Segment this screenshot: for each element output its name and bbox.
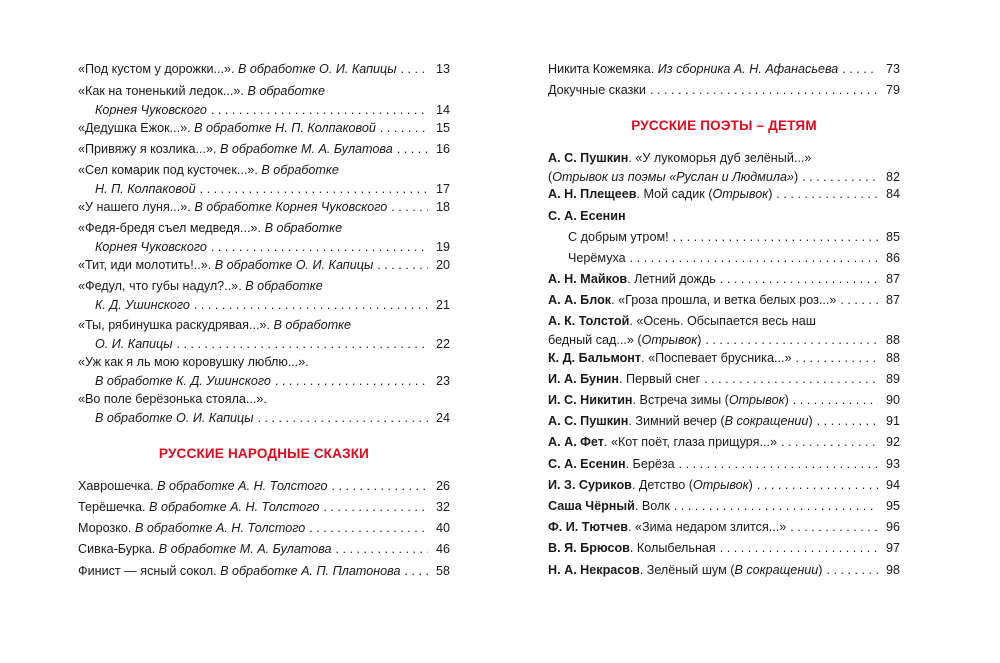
toc-entry[interactable] <box>548 60 900 79</box>
page-number: 13 <box>435 62 450 76</box>
section-heading: РУССКИЕ НАРОДНЫЕ СКАЗКИ <box>158 446 370 461</box>
toc-text: . Первый снег <box>619 372 701 386</box>
toc-text: «Федул, что губы надул?..». <box>78 279 246 293</box>
toc-entry-line <box>78 119 450 138</box>
toc-text: Черёмуха <box>568 251 626 265</box>
toc-note: В обработке М. А. Булатова <box>219 142 393 156</box>
toc-entry-line <box>78 296 450 315</box>
toc-entry-line <box>78 519 450 538</box>
toc-entry-title <box>548 291 836 310</box>
page-number: 86 <box>885 251 900 265</box>
toc-entry[interactable] <box>548 312 900 350</box>
toc-entry-line <box>548 60 900 79</box>
toc-entry-title <box>548 518 786 537</box>
toc-text: ) <box>748 478 753 492</box>
toc-entry-line <box>78 140 450 159</box>
toc-note: В сокращении <box>724 414 809 428</box>
toc-entry-line <box>548 185 900 204</box>
toc-text: Терёшечка. <box>78 500 150 514</box>
toc-entry-title <box>78 161 339 180</box>
toc-note: В обработке К. Д. Ушинского <box>95 374 271 388</box>
page-number: 24 <box>435 411 450 425</box>
toc-entry[interactable] <box>78 477 450 496</box>
toc-author: Саша Чёрный <box>548 499 635 513</box>
dot-leader <box>757 476 878 495</box>
toc-entry-line <box>548 331 900 350</box>
toc-entry[interactable] <box>78 353 450 391</box>
toc-text: бедный сад...» ( <box>548 333 642 347</box>
page-number: 79 <box>885 83 900 97</box>
dot-leader <box>200 180 428 199</box>
toc-entry-title <box>548 539 716 558</box>
dot-leader <box>650 81 878 100</box>
dot-leader <box>705 331 878 350</box>
toc-note: В обработке <box>261 163 339 177</box>
toc-entry-line <box>78 198 450 217</box>
page-number: 93 <box>885 457 900 471</box>
page-number: 85 <box>885 230 900 244</box>
toc-entry-line <box>78 390 450 409</box>
toc-author: Ф. И. Тютчев <box>548 520 628 534</box>
toc-entry-title <box>78 316 351 335</box>
toc-entry-line <box>78 60 450 79</box>
page-number: 96 <box>885 520 900 534</box>
toc-entry-line <box>78 238 450 257</box>
page-number: 91 <box>885 414 900 428</box>
dot-leader <box>211 238 428 257</box>
page-number: 21 <box>435 298 450 312</box>
dot-leader <box>397 140 428 159</box>
page-number: 40 <box>435 521 450 535</box>
dot-leader <box>177 335 429 354</box>
page-number: 18 <box>435 200 450 214</box>
toc-entry-line <box>78 498 450 517</box>
page-number: 98 <box>885 563 900 577</box>
toc-text: ) <box>808 414 813 428</box>
dot-leader <box>258 409 428 428</box>
toc-note: Отрывок из поэмы «Руслан и Людмила» <box>552 170 794 184</box>
page-number: 73 <box>885 62 900 76</box>
toc-text: «Во поле берёзонька стояла...». <box>78 392 267 406</box>
page-number: 88 <box>885 351 900 365</box>
dot-leader <box>781 433 878 452</box>
page-number: 84 <box>885 187 900 201</box>
toc-entry-title <box>78 540 332 559</box>
toc-entry-line <box>548 149 900 168</box>
toc-note: В обработке <box>247 84 325 98</box>
dot-leader <box>679 455 878 474</box>
toc-entry-line <box>548 349 900 368</box>
toc-entry-title <box>78 140 393 159</box>
toc-entry-title <box>95 335 173 354</box>
dot-leader <box>776 185 878 204</box>
toc-entry[interactable] <box>78 498 450 517</box>
toc-entry-title <box>548 270 716 289</box>
toc-note: В обработке <box>264 221 343 235</box>
toc-entry[interactable] <box>548 291 900 310</box>
toc-text: «Тит, иди молотить!..». <box>78 258 215 272</box>
toc-note: В обработке М. А. Булатова <box>158 542 332 556</box>
toc-note: В обработке А. Н. Толстого <box>149 500 320 514</box>
toc-note: В обработке <box>245 279 323 293</box>
toc-note: О. И. Капицы <box>95 337 173 351</box>
toc-entry-line <box>78 256 450 275</box>
toc-text: «Дедушка Ежок...». <box>78 121 195 135</box>
page-number: 46 <box>435 542 450 556</box>
dot-leader <box>323 498 428 517</box>
toc-entry[interactable] <box>548 185 900 204</box>
toc-text: . Берёза <box>625 457 675 471</box>
toc-entry[interactable] <box>548 412 900 431</box>
toc-entry-line <box>548 207 900 226</box>
dot-leader <box>380 119 428 138</box>
page-number: 88 <box>885 333 900 347</box>
toc-entry-line <box>568 228 900 247</box>
toc-entry-line <box>548 497 900 516</box>
page-number: 95 <box>885 499 900 513</box>
toc-text: . «У лукоморья дуб зелёный...» <box>628 151 812 165</box>
toc-entry-line <box>548 81 900 100</box>
toc-entry[interactable] <box>548 476 900 495</box>
toc-entry-line <box>548 312 900 331</box>
toc-author: Н. А. Некрасов <box>548 563 640 577</box>
toc-entry-title <box>78 277 323 296</box>
dot-leader <box>391 198 428 217</box>
toc-entry-line <box>548 518 900 537</box>
toc-text: С добрым утром! <box>568 230 669 244</box>
dot-leader <box>826 561 878 580</box>
toc-entry[interactable] <box>78 277 450 315</box>
dot-leader <box>309 519 428 538</box>
page-number: 32 <box>435 500 450 514</box>
toc-entry[interactable] <box>78 540 450 559</box>
dot-leader <box>790 518 878 537</box>
toc-note: В обработке О. И. Капицы <box>214 258 374 272</box>
toc-text: ) <box>697 333 702 347</box>
page-number: 92 <box>885 435 900 449</box>
toc-entry-title <box>78 562 400 581</box>
toc-entry-line <box>548 370 900 389</box>
toc-entry[interactable] <box>78 161 450 199</box>
dot-leader <box>404 562 428 581</box>
page-number: 94 <box>885 478 900 492</box>
toc-entry-line <box>78 335 450 354</box>
toc-text: «Как на тоненький ледок...». <box>78 84 248 98</box>
toc-entry-line <box>548 476 900 495</box>
toc-entry-title <box>78 198 387 217</box>
toc-entry-line <box>78 477 450 496</box>
toc-entry[interactable] <box>78 60 450 79</box>
toc-entry-title <box>78 82 325 101</box>
toc-entry-title <box>548 81 646 100</box>
toc-entry-title <box>78 119 376 138</box>
toc-text: . Мой садик ( <box>636 187 713 201</box>
toc-entry[interactable] <box>548 518 900 537</box>
toc-note: Отрывок <box>692 478 749 492</box>
toc-entry[interactable] <box>548 207 900 226</box>
toc-entry-title <box>95 180 196 199</box>
dot-leader <box>336 540 429 559</box>
toc-text: «Сел комарик под кусточек...». <box>78 163 262 177</box>
toc-author: К. Д. Бальмонт <box>548 351 642 365</box>
dot-leader <box>630 249 878 268</box>
toc-entry-line <box>78 540 450 559</box>
toc-entry-title <box>548 433 777 452</box>
toc-note: В обработке А. Н. Толстого <box>157 479 328 493</box>
toc-entry[interactable] <box>548 149 900 187</box>
page-number: 22 <box>435 337 450 351</box>
page-number: 89 <box>885 372 900 386</box>
toc-author: И. З. Суриков <box>548 478 632 492</box>
toc-entry-title <box>548 370 700 389</box>
toc-entry[interactable] <box>78 316 450 354</box>
toc-entry-title <box>548 312 816 331</box>
toc-entry-line <box>78 101 450 120</box>
dot-leader <box>704 370 878 389</box>
toc-entry[interactable] <box>78 82 450 120</box>
toc-entry-line <box>78 372 450 391</box>
toc-entry[interactable] <box>548 349 900 368</box>
toc-entry-line <box>78 219 450 238</box>
toc-text: . Детство ( <box>631 478 693 492</box>
page-number: 26 <box>435 479 450 493</box>
toc-entry-title <box>95 296 190 315</box>
toc-entry-line <box>548 561 900 580</box>
toc-text: . «Кот поёт, глаза прищуря...» <box>603 435 777 449</box>
toc-note: Отрывок <box>728 393 785 407</box>
toc-text: . Колыбельная <box>629 541 716 555</box>
toc-note: Из сборника А. Н. Афанасьева <box>657 62 839 76</box>
toc-text: . Волк <box>634 499 670 513</box>
dot-leader <box>674 497 878 516</box>
toc-note: В обработке Н. П. Колпаковой <box>194 121 376 135</box>
toc-entry-title <box>548 349 791 368</box>
toc-entry[interactable] <box>548 455 900 474</box>
toc-entry-title <box>548 331 701 350</box>
toc-entry-title <box>78 60 397 79</box>
page-number: 19 <box>435 240 450 254</box>
page-number: 23 <box>435 374 450 388</box>
page-number: 20 <box>435 258 450 272</box>
toc-entry[interactable] <box>78 256 450 275</box>
toc-text: . «Осень. Обсыпается весь наш <box>629 314 816 328</box>
toc-entry[interactable] <box>568 249 900 268</box>
dot-leader <box>194 296 428 315</box>
toc-note: В обработке О. И. Капицы <box>238 62 397 76</box>
toc-entry-title <box>548 476 753 495</box>
dot-leader <box>332 477 429 496</box>
toc-text: «Федя-бредя съел медведя...». <box>78 221 265 235</box>
toc-entry-title <box>78 219 342 238</box>
toc-text: ) <box>793 170 799 184</box>
toc-author: А. С. Пушкин <box>548 414 629 428</box>
toc-entry-line <box>78 562 450 581</box>
toc-entry[interactable] <box>548 561 900 580</box>
toc-entry-line <box>548 270 900 289</box>
toc-text: ( <box>548 170 553 184</box>
toc-entry[interactable] <box>78 562 450 581</box>
toc-entry[interactable] <box>78 219 450 257</box>
dot-leader <box>401 60 428 79</box>
toc-entry-title <box>548 497 670 516</box>
dot-leader <box>817 412 878 431</box>
page-number: 87 <box>885 293 900 307</box>
toc-text: «Под кустом у дорожки...». <box>78 62 239 76</box>
toc-text: Морозко. <box>78 521 135 535</box>
toc-author: И. А. Бунин <box>548 372 619 386</box>
toc-entry-title <box>548 185 772 204</box>
toc-entry-line <box>78 161 450 180</box>
toc-text: . «Зима недаром злится...» <box>628 520 787 534</box>
toc-note: Отрывок <box>712 187 769 201</box>
page-number: 82 <box>885 170 900 184</box>
toc-note: В обработке Корнея Чуковского <box>194 200 388 214</box>
toc-entry[interactable] <box>548 497 900 516</box>
toc-text: Финист — ясный сокол. <box>78 564 221 578</box>
toc-entry-title <box>78 498 319 517</box>
toc-author: А. Н. Майков <box>548 272 628 286</box>
toc-entry-title <box>548 561 822 580</box>
toc-text: . «Гроза прошла, и ветка белых роз...» <box>611 293 837 307</box>
toc-entry-title <box>78 390 267 409</box>
toc-entry-title <box>95 238 207 257</box>
toc-entry[interactable] <box>548 391 900 410</box>
toc-entry-title <box>78 477 328 496</box>
toc-entry-title <box>568 249 626 268</box>
toc-note: В обработке А. Н. Толстого <box>134 521 306 535</box>
toc-entry-line <box>78 180 450 199</box>
dot-leader <box>720 539 878 558</box>
toc-author: И. С. Никитин <box>548 393 633 407</box>
toc-note: Н. П. Колпаковой <box>95 182 196 196</box>
toc-entry-title <box>95 372 271 391</box>
toc-entry[interactable] <box>548 370 900 389</box>
dot-leader <box>840 291 878 310</box>
toc-entry-title <box>78 256 373 275</box>
page-number: 17 <box>435 182 450 196</box>
toc-entry-title <box>78 353 309 372</box>
toc-note: Корнея Чуковского <box>95 103 207 117</box>
dot-leader <box>377 256 428 275</box>
toc-entry-title <box>548 60 838 79</box>
toc-author: С. А. Есенин <box>548 209 626 223</box>
toc-entry-line <box>78 409 450 428</box>
toc-note: К. Д. Ушинского <box>95 298 190 312</box>
toc-entry-line <box>78 316 450 335</box>
toc-text: «Ты, рябинушка раскудрявая...». <box>78 318 274 332</box>
toc-entry-line <box>78 353 450 372</box>
toc-text: Никита Кожемяка. <box>548 62 658 76</box>
toc-entry-title <box>548 207 626 226</box>
toc-note: В обработке <box>273 318 352 332</box>
toc-text: Хаврошечка. <box>78 479 158 493</box>
toc-entry-line <box>548 455 900 474</box>
dot-leader <box>211 101 428 120</box>
toc-author: В. Я. Брюсов <box>548 541 630 555</box>
toc-entry-line <box>548 412 900 431</box>
toc-note: В сокращении <box>734 563 819 577</box>
toc-entry[interactable] <box>548 270 900 289</box>
toc-entry[interactable] <box>78 140 450 159</box>
toc-note: Отрывок <box>641 333 698 347</box>
toc-text: . Зимний вечер ( <box>628 414 725 428</box>
toc-text: ) <box>768 187 773 201</box>
page-number: 97 <box>885 541 900 555</box>
dot-leader <box>842 60 878 79</box>
toc-text: ) <box>784 393 789 407</box>
toc-author: С. А. Есенин <box>548 457 626 471</box>
toc-text: . Зелёный шум ( <box>639 563 735 577</box>
toc-text: «Привяжу я козлика...». <box>78 142 220 156</box>
toc-note: Корнея Чуковского <box>95 240 207 254</box>
page-number: 90 <box>885 393 900 407</box>
toc-author: А. Н. Плещеев <box>548 187 637 201</box>
toc-author: А. К. Толстой <box>548 314 630 328</box>
toc-text: «У нашего луня...». <box>78 200 195 214</box>
toc-entry[interactable] <box>78 198 450 217</box>
toc-entry-line <box>548 433 900 452</box>
page-number: 87 <box>885 272 900 286</box>
dot-leader <box>793 391 878 410</box>
toc-entry-title <box>95 409 254 428</box>
toc-entry-title <box>548 412 813 431</box>
toc-entry[interactable] <box>548 539 900 558</box>
dot-leader <box>720 270 878 289</box>
toc-text: . Встреча зимы ( <box>632 393 729 407</box>
toc-note: В обработке А. П. Платонова <box>220 564 401 578</box>
toc-text: «Уж как я ль мою коровушку люблю...». <box>78 355 309 369</box>
toc-entry-line <box>568 249 900 268</box>
toc-entry-title <box>78 519 305 538</box>
toc-author: А. А. Фет <box>548 435 604 449</box>
toc-entry[interactable] <box>78 519 450 538</box>
page-number: 15 <box>435 121 450 135</box>
toc-entry[interactable] <box>548 81 900 100</box>
dot-leader <box>275 372 428 391</box>
toc-entry-title <box>95 101 207 120</box>
toc-text: ) <box>818 563 823 577</box>
toc-note: В обработке О. И. Капицы <box>95 411 254 425</box>
page-number: 14 <box>435 103 450 117</box>
toc-entry[interactable] <box>568 228 900 247</box>
toc-entry[interactable] <box>548 433 900 452</box>
toc-text: . Летний дождь <box>627 272 716 286</box>
toc-entry-line <box>548 391 900 410</box>
toc-entry-line <box>548 291 900 310</box>
page-number: 16 <box>435 142 450 156</box>
toc-text: . «Поспевает брусника...» <box>641 351 792 365</box>
toc-entry[interactable] <box>78 119 450 138</box>
page-number: 58 <box>435 564 450 578</box>
toc-author: А. А. Блок <box>548 293 612 307</box>
toc-author: А. С. Пушкин <box>548 151 629 165</box>
toc-entry-line <box>548 539 900 558</box>
toc-entry-title <box>548 391 789 410</box>
toc-text: Докучные сказки <box>548 83 646 97</box>
toc-entry-title <box>548 455 675 474</box>
toc-entry[interactable] <box>78 390 450 428</box>
dot-leader <box>795 349 878 368</box>
toc-entry-line <box>78 82 450 101</box>
toc-entry-line <box>78 277 450 296</box>
toc-entry-title <box>568 228 669 247</box>
dot-leader <box>673 228 878 247</box>
toc-text: Сивка-Бурка. <box>78 542 159 556</box>
section-heading: РУССКИЕ ПОЭТЫ – ДЕТЯМ <box>631 118 817 133</box>
toc-entry-title <box>548 149 811 168</box>
